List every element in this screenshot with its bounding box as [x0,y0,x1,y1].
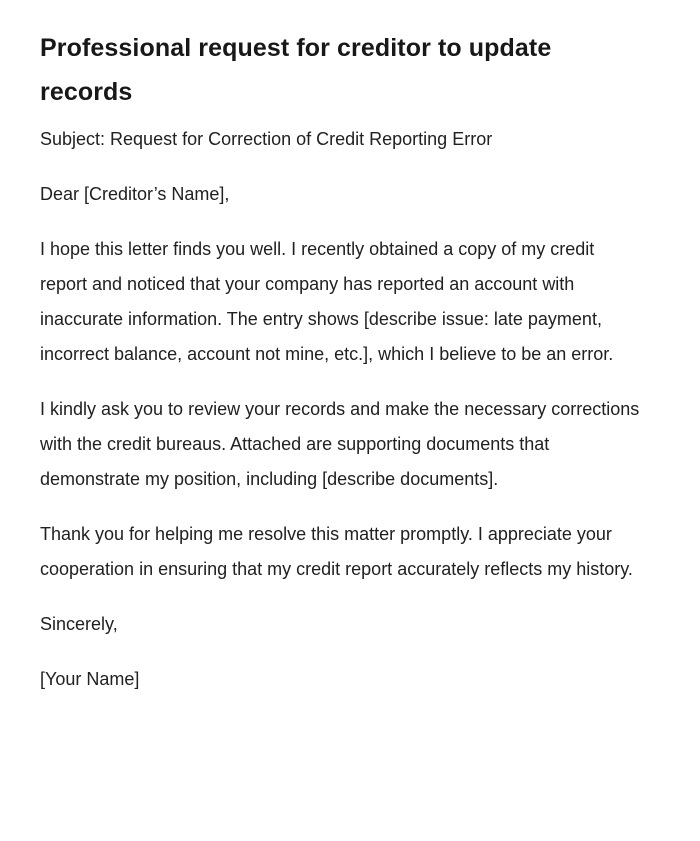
body-paragraph-2: I kindly ask you to review your records and make the necessary corrections with the credit bureaus. Attached are supporting documents that demonstrate my position, including [describe documents]. [40,399,640,489]
page-title: Professional request for creditor to update records [40,34,552,106]
signature-placeholder: [Your Name] [40,669,140,689]
body-paragraph-1: I hope this letter finds you well. I recently obtained a copy of my credit report and noticed that your company has reported an account with inaccurate information. The entry shows [describe issue: late payment, incorrect balance, account not mine, etc.], which I believe to be an error. [40,239,614,364]
salutation: Dear [Creditor’s Name], [40,184,230,204]
body-paragraph-3: Thank you for helping me resolve this matter promptly. I appreciate your cooperation in ensuring that my credit report accurately reflects my history. [40,524,633,579]
subject-line: Subject: Request for Correction of Credit Reporting Error [40,129,493,149]
closing: Sincerely, [40,614,118,634]
